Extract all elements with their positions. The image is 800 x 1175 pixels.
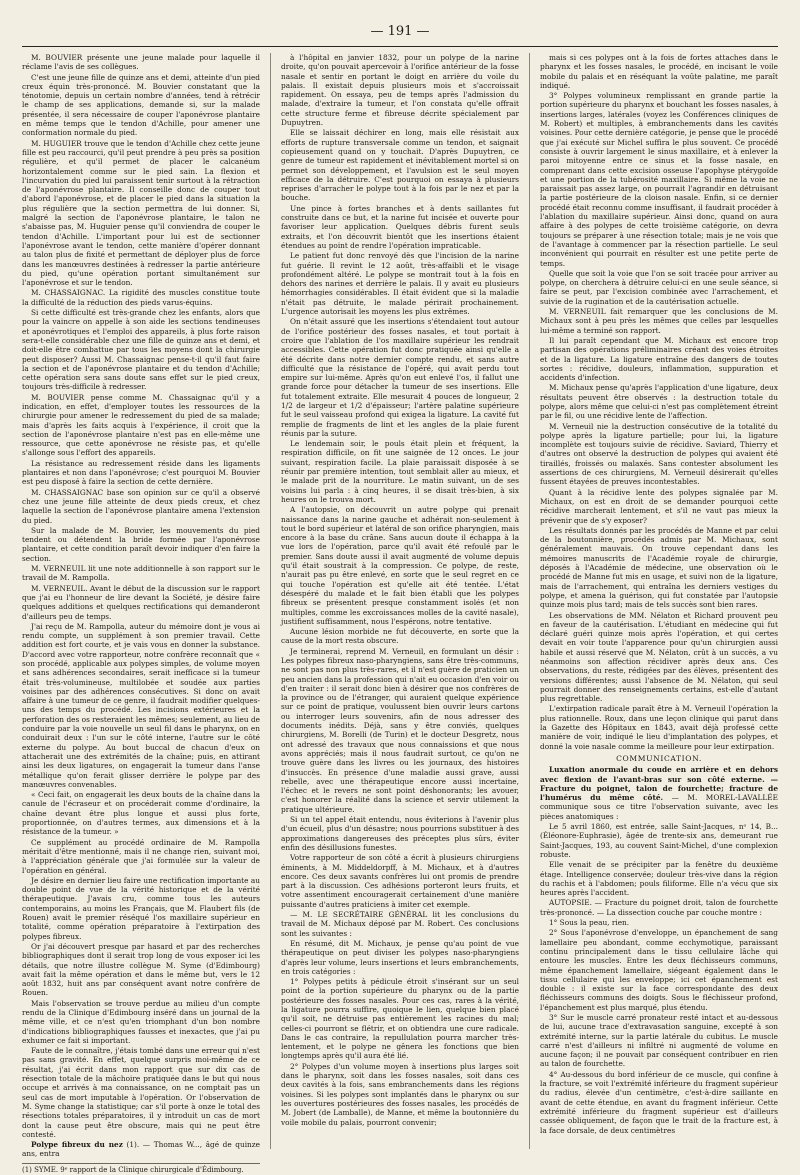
paragraph: M. HUGUIER trouve que le tendon d'Achille chez cette jeune fille est peu raccourci, qu'il peut prendre à peu près sa position régulière, et qu'il permet de placer le calcanéum horizontalement comme sur le pied sain. La flexion et l'incurvation du pied lui paraissent tenir surtout à la rétraction de l'aponévrose plantaire. Il conseille donc de couper tout d'abord l'aponévrose, et de placer le pied dans la situation la plus régulière que la section permettra de lui donner. Si, malgré la section de l'aponévrose plantaire, le talon ne s'abaisse pas, M. Huguier pense qu'il conviendra de couper le tendon d'Achille. L'important pour lui est de sectionner l'aponévrose avant le tendon, cette manière d'opérer donnant au talon plus de fixité et permettant de déployer plus de force dans les manœuvres destinées à redresser la partie antérieure du pied, qu'une opération portant simultanément sur l'aponévrose et sur le tendon. <box>22 138 260 288</box>
text-column-middle <box>281 53 519 1149</box>
paragraph: M. Michaux pense qu'après l'application d'une ligature, deux résultats peuvent être observés : la destruction totale du polype, alors même que celui-ci n'est pas complètement étreint par le fil, ou une récidive lente de l'affection. <box>540 383 778 421</box>
text-columns <box>22 53 778 1174</box>
paragraph: M. BOUVIER présente une jeune malade pour laquelle il réclame l'avis de ses collègues. <box>22 53 260 72</box>
column-paragraphs <box>22 53 260 1139</box>
paragraph: Or j'ai découvert presque par hasard et par des recherches bibliographiques dont il serait trop long de vous exposer ici les détails, que notre illustre collègue M. Syme (d'Edimbourg) avait fait la même opération et dans le même but, vers le 12 août 1832, huit ans par conséquent avant notre confrère de Rouen. <box>22 941 260 998</box>
paragraph: « Ceci fait, on engagerait les deux bouts de la chaîne dans la canule de l'écraseur et on procéderait comme d'ordinaire, la chaîne devant être plus longue et aussi plus forte, proportionnée, on d'autres termes, aux dimensions et à la résistance de la tumeur. » <box>22 790 260 837</box>
communication-title-block <box>540 765 778 821</box>
paragraph: — M. LE SECRÉTAIRE GÉNÉRAL lit les conclusions du travail de M. Michaux déposé par M. Robert. Ces conclusions sont les suivantes : <box>281 910 519 938</box>
paragraph: M. BOUVIER pense comme M. Chassaignac qu'il y a indication, en effet, d'employer toutes les ressources de la chirurgie pour amener le redressement du pied de sa malade; mais d'après les faits acquis à l'expérience, il croit que la section de l'aponévrose plantaire n'est pas en elle-même une ressource, que cette aponévrose ne résiste pas, et qu'elle s'allonge sous l'effort des appareils. <box>22 392 260 458</box>
paragraph: 3° Polypes volumineux remplissant en grande partie la portion supérieure du pharynx et bouchant les fosses nasales, à insertions larges, latérales (voyez les Conférences cliniques de M. Robert) et multiples, à embranchements dans les cavités voisines. Pour cette dernière catégorie, je pense que le procédé que j'ai exécuté sur Michel suffira le plus souvent. Ce procédé consiste à ouvrir largement le sinus maxillaire, et à enlever la paroi mitoyenne entre ce sinus et la fosse nasale, en comprenant dans cette excision osseuse l'apophyse ptérygoïde et une portion de la tubérosité maxillaire. Si même la voie ne paraissait pas assez large, on pourrait l'agrandir en détruisant la partie postérieure de la cloison nasale. Enfin, si ce dernier procédé était reconnu comme insuffisant, il faudrait procéder à l'ablation du maxillaire supérieur. Ainsi donc, quand on aura affaire à des polypes de cette troisième catégorie, on devra toujours se préparer à une résection totale; mais je ne vois que de l'avantage à commencer par la résection partielle. Le seul inconvénient qui pourrait en résulter est une petite perte de temps. <box>540 91 778 268</box>
paragraph: M. CHASSAIGNAC. La rigidité des muscles constitue toute la difficulté de la réduction des pieds varus-équins. <box>22 288 260 307</box>
paragraph: 1° Sous la peau, rien. <box>549 918 630 928</box>
paragraph: Quelle que soit la voie que l'on se soit tracée pour arriver au polype, on cherchera à détruire celui-ci en une seule séance, si faire se peut, par l'excision combinée avec l'arrachement, et suivie de la rugination et de la cautérisation actuelle. <box>540 268 778 306</box>
paragraph: mais si ces polypes ont à la fois de fortes attaches dans le pharynx et les fosses nasales, le procédé, en incisant le voile mobile du palais et en réséquant la voûte palatine, me paraît indiqué. <box>540 53 778 90</box>
column-divider <box>270 53 271 1149</box>
paragraph: Ce supplément au procédé ordinaire de M. Rampolla méritait d'être mentionné, mais il ne change rien, suivant moi, à l'appréciation générale que j'ai formulée sur la valeur de l'opération en général. <box>22 837 260 875</box>
section-heading: COMMUNICATION. <box>616 753 702 763</box>
paragraph: M. VERNEUIL lit une note additionnelle à son rapport sur le travail de M. Rampolla. <box>22 564 260 583</box>
paragraph: Une pince à fortes branches et à dents saillantes fut construite dans ce but, et la narine fut incisée et ouverte pour favoriser leur application. Quelques débris furent seuls extraits, et l'on découvrit bientôt que les insertions étaient étendues au point de rendre l'opération impraticable. <box>281 203 519 250</box>
paragraph: 3° Sur le muscle carré pronateur resté intact et au-dessous de lui, aucune trace d'extravasation sanguine, excepté à son extrémité interne, sur la partie latérale du cubitus. Le muscle carré n'est d'ailleurs ni infiltré ni augmenté de volume en aucune façon; il ne pouvait par conséquent contribuer en rien au talon de fourchette. <box>540 1012 778 1069</box>
paragraph: Sur la malade de M. Bouvier, les mouvements du pied tendent ou détendent la bride formée par l'aponévrose plantaire, et cette condition paraît devoir indiquer d'en faire la section. <box>22 525 260 563</box>
paragraph: 1° Polypes petits à pédicule étroit s'insérant sur un seul point de la portion supérieure du pharynx ou de la partie postérieure des fosses nasales. Pour ces cas, rares à la vérité, la ligature pourra suffire, quoique le lien, quelque bien placé qu'il soit, ne détruise pas entièrement les racines du mal; celles-ci pourront se flétrir, et on obtiendra une cure radicale. Dans le cas contraire, la repullulation pourra marcher très-lentement, et le polype ne gênera les fonctions que bien longtemps après qu'il aura été lié. <box>281 977 519 1061</box>
paragraph: L'extirpation radicale paraît être à M. Verneuil l'opération la plus rationnelle. Roux, dans une leçon clinique qui parut dans la Gazette des Hôpitaux en 1843, avait déjà professé cette manière de voir, indiqué le lieu d'implantation des polypes, et donné la voie nasale comme la meilleure pour leur extirpation. <box>540 704 778 751</box>
column-paragraphs <box>540 53 778 751</box>
paragraph: Quant à la récidive lente des polypes signalée par M. Michaux, on est en droit de se demander pourquoi cette récidive marcherait lentement, et s'il ne vaut pas mieux la prévenir que de s'y exposer? <box>540 487 778 525</box>
paragraph: 4° Au-dessous du bord inférieur de ce muscle, qui confine à la fracture, se voit l'extrémité inférieure du fragment supérieur du radius, élevée d'un centimètre, c'est-à-dire saillante en avant de cette étendue, en avant du fragment inférieur. Cette extrémité inférieure du fragment supérieur est d'ailleurs cassée obliquement, de façon que le trait de la fracture est, à la face dorsale, de deux centimètres <box>540 1069 778 1135</box>
case-title-bold: Polype fibreux du nez <box>31 1140 123 1150</box>
paragraph: Le lendemain soir, le pouls était plein et fréquent, la respiration difficile, on fit une saignée de 12 onces. Le jour suivant, respiration facile. La plaie paraissait disposée à se réunir par première intention, tout semblait aller au mieux, et le malade prit de la nourriture. Le matin suivant, un de ses voisins lui parla : à cinq heures, il se disait très-bien, à six heures on le trouva mort. <box>281 439 519 504</box>
column-divider <box>529 53 530 1149</box>
case-title-rest: (1). — Thomas W..., âgé de quinze ans, entra <box>22 1140 260 1159</box>
paragraph: M. VERNEUIL. Avant le début de la discussion sur le rapport que j'ai eu l'honneur de lire devant la Société, je désire faire quelques additions et quelques rectifications qui demanderont d'ailleurs peu de temps. <box>22 583 260 621</box>
paragraph: Si cette difficulté est très-grande chez les enfants, alors que pour la vaincre on appelle à son aide les sections tendineuses et aponévrotiques et l'emploi des appareils, à plus forte raison sera-t-elle considérable chez une fille de quinze ans et demi, et doit-elle être combattue par tous les moyens dont la chirurgie peut disposer? Aussi M. Chassaignac pense-t-il qu'il faut faire la section et de l'aponévrose plantaire et du tendon d'Achille; cette opération sera sans doute sans effet sur le pied creux, toujours très-difficile à redresser. <box>22 308 260 392</box>
paragraph: Je terminerai, reprend M. Verneuil, en formulant un désir : Les polypes fibreux naso-pharyngiens, sans être très-communs, ne sont pas non plus très-rares, et il n'est guère de praticien un peu ancien dans la profession qui n'ait eu occasion d'en voir ou d'en traiter : il serait donc bien à désirer que nos confrères de la province ou de l'étranger, qui auraient quelque expérience sur ce point de pratique, voulussent bien ouvrir leurs cartons ou interroger leurs souvenirs, afin de nous adresser des documents inédits. Déjà, sans y être conviés, quelques chirurgiens, M. Borelli (de Turin) et le docteur Desgretz, nous ont adressé des travaux que nous connaissions et que nous avons appréciés; mais il nous faudrait surtout, ce qu'on ne trouve guère dans les livres ou les journaux, des histoires d'insuccès. En présence d'une maladie aussi grave, aussi rebelle, avec une thérapeutique encore aussi incertaine, l'échec et le revers ne sont point déshonorants; les avouer, c'est honorer la réalité dans la science et servir utilement la pratique ultérieure. <box>281 646 519 814</box>
paragraph: A l'autopsie, on découvrit un autre polype qui prenait naissance dans la narine gauche et adhérait non-seulement à tout le bord supérieur et latéral de son orifice pharyngien, mais encore à la base du crâne. Sans aucun doute il échappa à la vue lors de l'opération, parce qu'il avait été refoulé par le premier. Sans doute aussi il avait augmenté de volume depuis qu'il était soustrait à la compression. Ce polype, de reste, n'aurait pas pu être enlevé, en sorte que le seul regret en ce qui touche l'opération est qu'elle ait été tentée. L'état désespéré du malade et le fait bien établi que les polypes fibreux se présentent presque constamment isolés (et non multiples, comme les excroissances molles de la cavité nasale), justifient suffisamment, nous l'espérons, notre tentative. <box>281 505 519 626</box>
footnote: (1) SYME. 9ᵉ rapport de la Clinique chirurgicale d'Édimbourg. <box>22 1163 260 1175</box>
paragraph: Je désire en dernier lieu faire une rectification importante au double point de vue de la vérité historique et de la vérité thérapeutique. J'avais cru, comme tous les auteurs contemporains, au moins les Français, que M. Flaubert fils (de Rouen) avait le premier réséqué l'os maxillaire supérieur en totalité, comme opération préparatoire à l'extirpation des polypes fibreux. <box>22 875 260 941</box>
paragraph: Elle se laissait déchirer en long, mais elle résistait aux efforts de rupture transversale comme un tendon, et saignait copieusement quand on y touchait. D'après Dupuytren, ce genre de tumeur est rapidement et inévitablement mortel si on permet son développement, et l'avulsion est le seul moyen efficace de la détruire. C'est pourquoi on essaya à plusieurs reprises d'arracher le polype tout à la fois par le nez et par la bouche. <box>281 128 519 203</box>
text-column-right <box>540 53 778 1149</box>
page-header <box>22 24 778 47</box>
paragraph: En résumé, dit M. Michaux, je pense qu'au point de vue thérapeutique on peut diviser les polypes naso-pharyngiens d'après leur volume, leurs insertions et leurs embranchements, en trois catégories : <box>281 938 519 976</box>
paragraph: Elle venait de se précipiter par la fenêtre du deuxième étage. Intelligence conservée; douleur très-vive dans la région du rachis et à l'abdomen; pouls filiforme. Elle n'a vécu que six heures après l'accident. <box>540 860 778 898</box>
paragraph: Votre rapporteur de son côté a écrit à plusieurs chirurgiens éminents, à M. Middeldorpff, à M. Michaux, et à d'autres encore. Ces deux savants confrères lui ont promis de prendre part à la discussion. Ces adhésions porteront leurs fruits, et votre assentiment encouragerait certainement d'une manière puissante d'autres praticiens à imiter cet exemple. <box>281 853 519 909</box>
text-column-left <box>22 53 260 1174</box>
paragraph: J'ai reçu de M. Rampolla, auteur du mémoire dont je vous ai rendu compte, un supplément à son premier travail. Cette addition est fort courte, et je vais vous en donner la substance. D'accord avec votre rapporteur, notre confrère reconnaît que « son procédé, applicable aux polypes simples, de volume moyen et sans adhérences secondaires, serait inefficace si la tumeur était très-volumineuse, multilobée et soudée aux parties voisines par des adhérences consécutives. Si donc on avait affaire à une tumeur de ce genre, il faudrait modifier quelques-uns des temps du procédé. Les incisions extérieures et la perforation des os resteraient les mêmes; seulement, au lieu de conduire par la voie nouvelle un seul fil dans le pharynx, on en conduirait deux : l'un sur le côté interne, l'autre sur le côté externe du polype. Au bout buccal de chacun d'eux on attacherait une des extrémités de la chaîne; puis, en attirant ainsi les deux ligatures, on engagerait la tumeur dans l'anse métallique qu'on ferait glisser derrière le polype par des manœuvres convenables. <box>22 621 260 789</box>
paragraph: C'est une jeune fille de quinze ans et demi, atteinte d'un pied creux équin très-prononcé. M. Bouvier constatant que la ténotomie, depuis un certain nombre d'années, tend à rétrécir le champ de ses applications, demande si, sur la malade présentée, il sera nécessaire de couper l'aponévrose plantaire en même temps que le tendon d'Achille, pour amener une conformation normale du pied. <box>22 72 260 138</box>
paragraph: Faute de le connaître, j'étais tombé dans une erreur qui n'est pas sans gravité. En effet, quelque surpris moi-même de ce résultat, j'ai écrit dans mon rapport que sur dix cas de résection totale de la mâchoire pratiquée dans le but qui nous occupe et arrivés à ma connaissance, on ne comptait pas un seul cas de mort imputable à l'opération. Or l'observation de M. Syme change la statistique; car s'il porte à onze le total des résections totales préparatoires, il y introduit un cas de mort dont la cause peut être obscure, mais qui ne peut être contesté. <box>22 1046 260 1139</box>
column-paragraphs <box>281 53 519 1127</box>
paragraph: On n'était assuré que les insertions s'étendaient tout autour de l'orifice postérieur des fosses nasales, et tout portait à croire que l'ablation de l'os maxillaire supérieur les rendrait accessibles. Cette opération fut donc pratiquée ainsi qu'elle a été décrite dans notre dernier compte rendu, et sans autre difficulté que la résistance de l'opéré, qui avait perdu tout empire sur lui-même. Après qu'on eut enlevé l'os, il fallut une grande force pour détacher la tumeur de ses insertions. Elle fut totalement extraite. Elle mesurait 4 pouces de longueur, 2 1/2 de largeur et 1/2 d'épaisseur; l'artère palatine supérieure fut le seul vaisseau profond qui exigea la ligature. La cavité fut remplie de fragments de lint et les angles de la plaie furent réunis par la suture. <box>281 317 519 438</box>
paragraph: Aucune lésion morbide ne fut découverte, en sorte que la cause de la mort resta obscure. <box>281 627 519 646</box>
paragraph: 2° Sous l'aponévrose d'enveloppe, un épanchement de sang lamellaire peu abondant, comme ecchymotique, paraissant continu principalement dans le tissu cellulaire lâche qui entoure les muscles. Entre les deux fléchisseurs communs, même épanchement lamellaire, siégeant également dans le tissu cellulaire qui les enveloppe; ici cet épanchement est double : il existe sur la face correspondante des deux fléchisseurs communs des doigts. Sous le fléchisseur profond, l'épanchement est plus marqué, plus étendu. <box>540 928 778 1012</box>
paragraph: Les résultats donnés par les procédés de Manne et par celui de la boutonnière, procédés admis par M. Michaux, sont généralement mauvais. On trouve cependant dans les mémoires manuscrits de l'Académie royale de chirurgie, déposés à l'Académie de médecine, une observation où le procédé de Manne fut mis en usage, et suivi non de la ligature, mais de l'arrachement, qui entraîna les derniers vestiges du polype, et amena la guérison, qui fut constatée par l'autopsie quinze mois plus tard; mais de tels succès sont bien rares. <box>540 525 778 610</box>
paragraph: M. CHASSAIGNAC base son opinion sur ce qu'il a observé chez une jeune fille atteinte de deux pieds creux, et chez laquelle la section de l'aponévrose plantaire amena l'extension du pied. <box>22 487 260 525</box>
communication-title: Luxation anormale du coude en arrière et en dehors avec flexion de l'avant-bras sur son côté externe. — Fracture du poignet, talon de fourchette; fracture de l'humérus du même côté. <box>540 765 778 803</box>
paragraph: Il lui paraît cependant que M. Michaux est encore trop partisan des opérations préliminaires créant des voies étroites et de la ligature. La ligature entraîne des dangers de toutes sortes : récidive, douleurs, inflammation, suppuration et accidents d'infection. <box>540 335 778 383</box>
column-paragraphs-after <box>540 822 778 1135</box>
paragraph: à l'hôpital en janvier 1832, pour un polype de la narine droite, qu'on pouvait apercevoir à l'orifice antérieur de la fosse nasale et sentir en portant le doigt en arrière du voile du palais. Il existait depuis plusieurs mois et s'accroissait rapidement. On essaya, peu de temps après l'admission du malade, d'extraire la tumeur, et l'on constata qu'elle offrait cette structure ferme et fibreuse décrite spécialement par Dupuytren. <box>281 53 519 128</box>
communication-author: — M. MOREL-LAVALLÉE communique sous ce titre l'observation suivante, avec les pièces anatomiques : <box>540 793 778 821</box>
paragraph: AUTOPSIE. — Fracture du poignet droit, talon de fourchette très-prononcé. — La dissection couche par couche montre : <box>540 898 778 917</box>
paragraph: M. VERNEUIL fait remarquer que les conclusions de M. Michaux sont à peu près les mêmes que celles par lesquelles lui-même a terminé son rapport. <box>540 307 778 335</box>
paragraph: La résistance au redressement réside dans les ligaments plantaires et non dans l'aponévrose; c'est pourquoi M. Bouvier est peu disposé à faire la section de cette dernière. <box>22 458 260 487</box>
case-title <box>22 1140 260 1159</box>
paragraph: 2° Polypes d'un volume moyen à insertions plus larges soit dans le pharynx, soit dans les fosses nasales, soit dans ces deux cavités à la fois, sans embranchements dans les régions voisines. Si les polypes sont implantés dans le pharynx ou sur les ouvertures postérieures des fosses nasales, les procédés de M. Jobert (de Lamballe), de Manne, et même la boutonnière du voile mobile du palais, pourront convenir; <box>281 1061 519 1127</box>
paragraph: Mais l'observation se trouve perdue au milieu d'un compte rendu de la Clinique d'Edimbourg inséré dans un journal de la même ville, et ce n'est qu'en triomphant d'un bon nombre d'indications bibliographiques fausses et inexactes, que j'ai pu exhumer ce fait si important. <box>22 998 260 1045</box>
paragraph: Le 5 avril 1860, est entrée, salle Saint-Jacques, nᵒ 14, B... (Éléonore-Euphrasie), âgée de trente-six ans, demeurant rue Saint-Jacques, 193, au couvent Saint-Michel, d'une complexion robuste. <box>540 822 778 859</box>
paragraph: Les observations de MM. Nélaton et Richard prouvent peu en faveur de la cautérisation. L'étudiant en médecine qui fut déclaré guéri quinze mois après l'opération, et qui certes devait en voir toute l'apparence pour qu'un chirurgien aussi habile et aussi réservé que M. Nélaton, crût à un succès, a vu néanmoins son affection récidiver après deux ans. Ces observations, du reste, rédigées par des élèves, présentent des versions différentes; aussi l'absence de M. Nélaton, qui seul pourrait donner des renseignements certains, est-elle d'autant plus regrettable. <box>540 610 778 704</box>
page-number: — 191 — <box>370 24 430 39</box>
paragraph: Le patient fut donc renvoyé dès que l'incision de la narine fut guérie. Il revint le 12 août, très-affaibli et le visage profondément altéré. Le polype se montrait tout à la fois en dehors des narines et derrière le palais. Il y avait eu plusieurs hémorrhagies considérables. Il était évident que si la maladie n'était pas détruite, le malade périrait prochainement. L'urgence autorisait les moyens les plus extrêmes. <box>281 251 519 317</box>
paragraph: M. Verneuil nie la destruction consécutive de la totalité du polype après la ligature partielle; pour lui, la ligature incomplète est toujours suivie de récidive. Saviard, Thierry et d'autres ont observé la destruction de polypes qui avaient été tiraillés, froissés ou malaxés. Sans contester absolument les assertions de ces chirurgiens, M. Verneuil désirerait qu'elles fussent étayées de preuves incontestables. <box>540 421 778 487</box>
paragraph: Si un tel appel était entendu, nous éviterions à l'avenir plus d'un écueil, plus d'un désastre; nous pourrions substituer à des approximations dangereuses des préceptes plus sûrs, éviter enfin des désillusions funestes. <box>281 815 519 852</box>
